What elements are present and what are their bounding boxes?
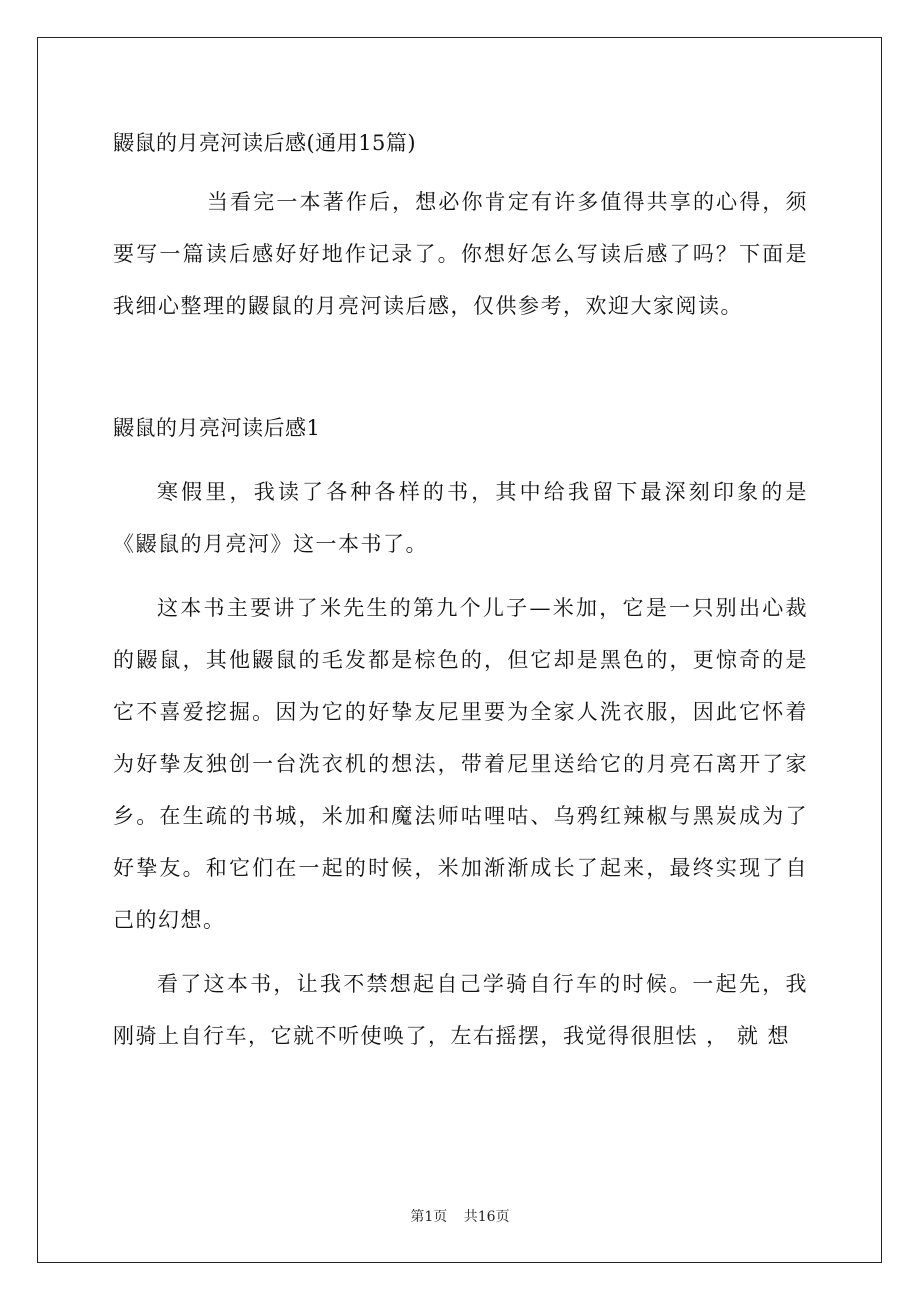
total-pages: 共16页 [463, 1209, 510, 1225]
body-paragraph-3: 看了这本书，让我不禁想起自己学骑自行车的时候。一起先，我刚骑上自行车，它就不听使唤了，左右摇摆，我觉得很胆怯 ， 就 想 [113, 972, 808, 1048]
page-number: 第1页 [410, 1209, 448, 1225]
intro-paragraph: 当看完一本著作后，想必你肯定有许多值得共享的心得，须要写一篇读后感好好地作记录了。你想好怎么写读后感了吗？下面是我细心整理的鼹鼠的月亮河读后感，仅供参考，欢迎大家阅读。 [113, 190, 808, 318]
page-footer [0, 1206, 920, 1226]
document-title: 鼹鼠的月亮河读后感(通用15篇) [113, 131, 417, 155]
document-body [113, 118, 808, 1062]
body-paragraph-1: 寒假里，我读了各种各样的书，其中给我留下最深刻印象的是《鼹鼠的月亮河》这一本书了。 [113, 480, 808, 556]
section-title: 鼹鼠的月亮河读后感1 [113, 416, 321, 440]
body-paragraph-2: 这本书主要讲了米先生的第九个儿子—米加，它是一只别出心裁的鼹鼠，其他鼹鼠的毛发都是棕色的，但它却是黑色的，更惊奇的是它不喜爱挖掘。因为它的好挚友尼里要为全家人洗衣服，因此它怀着为好挚友独创一台洗衣机的想法，带着尼里送给它的月亮石离开了家乡。在生疏的书城，米加和魔法师咕哩咕、乌鸦红辣椒与黑炭成为了好挚友。和它们在一起的时候，米加渐渐成长了起来，最终实现了自己的幻想。 [113, 596, 808, 932]
